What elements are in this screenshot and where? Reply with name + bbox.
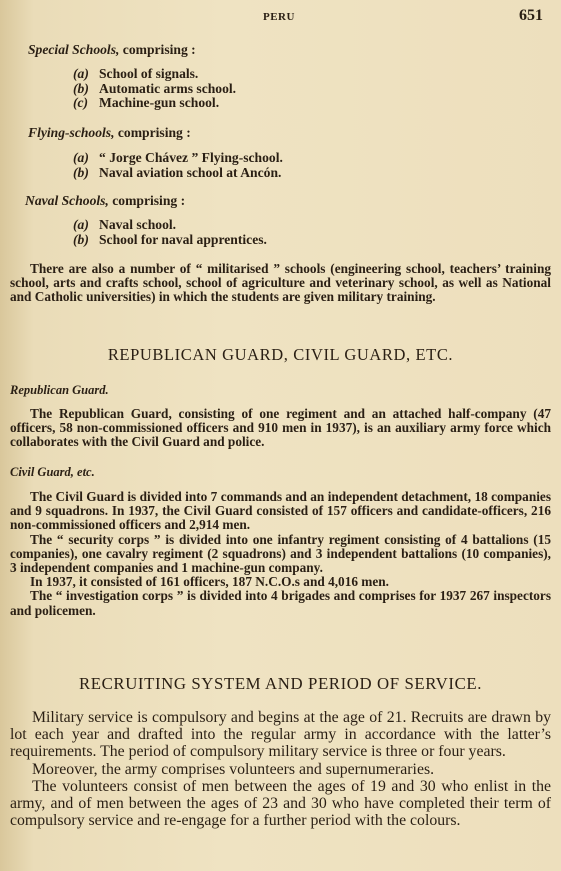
- civil-guard-paragraph: The Civil Guard is divided into 7 commands and an independent detachment, 18 companies and 9 squadrons. In 1937, the Civil Guard consisted of 157 officers and candidate-officers, 216 non-commissioned officers and 2,914 men.: [10, 489, 551, 533]
- civil-guard-heading: Civil Guard, etc.: [10, 465, 95, 479]
- republican-guard-block: [10, 383, 551, 450]
- section-heading-republican-guard: REPUBLICAN GUARD, CIVIL GUARD, ETC.: [107, 345, 454, 364]
- naval-schools-block: [0, 193, 561, 247]
- security-corps-strength: In 1937, it consisted of 161 officers, 187 N.C.O.s and 4,016 men.: [30, 574, 390, 590]
- list-item: (b) School for naval apprentices.: [73, 231, 267, 247]
- running-title: PERU: [263, 11, 295, 23]
- flying-schools-list: [0, 151, 561, 180]
- recruiting-paragraph: Military service is compulsory and begins at the age of 21. Recruits are drawn by lot each year and drafted into the regular army in accordance with the latter’s requirements. The period of compulsory military service is three or four years.: [10, 709, 551, 761]
- civil-guard-block: [10, 465, 551, 618]
- list-item: (a) School of signals.: [73, 66, 199, 81]
- investigation-corps-paragraph: The “ investigation corps ” is divided into 4 brigades and comprises for 1937 267 inspectors and policemen.: [10, 588, 551, 618]
- running-head: [0, 7, 561, 27]
- volunteers-paragraph: The volunteers consist of men between the ages of 19 and 30 who enlist in the army, and of men between the ages of 23 and 30 who have completed their term of compulsory service and re-engage for a further period with the colours.: [10, 777, 551, 830]
- flying-schools-block: [0, 125, 561, 180]
- list-item: (c) Machine-gun school.: [73, 95, 220, 110]
- special-schools-list: [0, 67, 561, 111]
- naval-schools-heading: Naval Schools, comprising :: [25, 193, 186, 208]
- special-schools-block: [0, 42, 561, 111]
- list-item: (a) Naval school.: [73, 217, 177, 232]
- flying-schools-heading: Flying-schools, comprising :: [28, 125, 191, 140]
- republican-guard-text: The Republican Guard, consisting of one regiment and an attached half-company (47 officers, 58 non-commissioned officers and 910 men in 1937), is an auxiliary army force which collaborates with the Civil Guard and police.: [10, 406, 551, 450]
- naval-schools-list: [0, 218, 561, 247]
- section-heading-recruiting: RECRUITING SYSTEM AND PERIOD OF SERVICE.: [78, 674, 483, 693]
- security-corps-paragraph: The “ security corps ” is divided into one infantry regiment consisting of 4 battalions (15 companies), one cavalry regiment (2 squadrons) and 3 independent battalions (10 companies), 3 independent companies and 1 machine-gun company.: [10, 531, 551, 576]
- special-schools-heading: Special Schools, comprising :: [28, 42, 196, 57]
- volunteers-intro-paragraph: Moreover, the army comprises volunteers and supernumeraries.: [32, 760, 435, 778]
- recruiting-block: [10, 709, 551, 829]
- page-number: 651: [519, 7, 543, 24]
- list-item: (b) Naval aviation school at Ancón.: [73, 164, 282, 180]
- militarised-schools-paragraph: There are also a number of “ militarised ” schools (engineering school, teachers’ training school, arts and crafts school, school of agriculture and veterinary school, as well as National and Catholic universities) in which the students are given military training.: [10, 261, 551, 305]
- list-item: (b) Automatic arms school.: [73, 80, 237, 96]
- list-item: (a) “ Jorge Chávez ” Flying-school.: [73, 150, 283, 165]
- republican-guard-heading: Republican Guard.: [10, 383, 109, 397]
